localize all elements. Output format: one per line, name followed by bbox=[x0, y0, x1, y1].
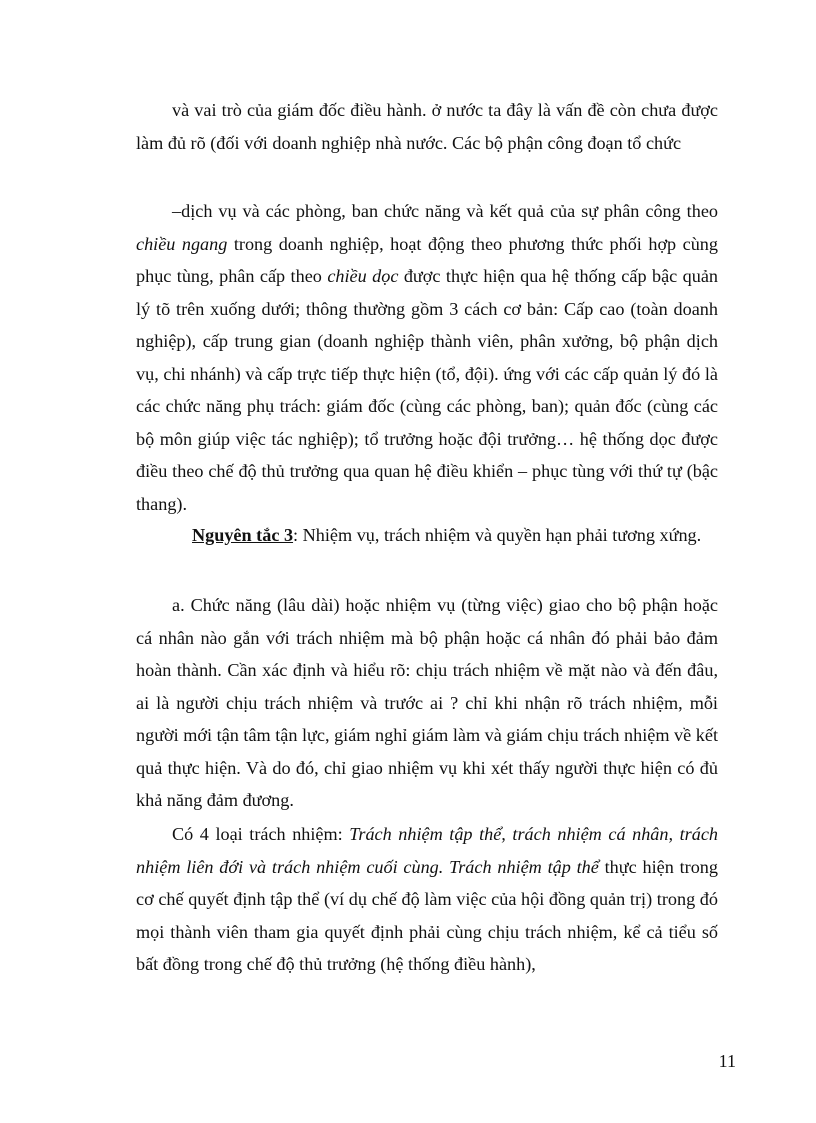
principle-heading: Nguyên tắc 3 bbox=[192, 525, 294, 545]
text-run: –dịch vụ và các phòng, ban chức năng và kết quả của sự phân công theo bbox=[172, 201, 718, 221]
paragraph-text: a. Chức năng (lâu dài) hoặc nhiệm vụ (từng việc) giao cho bộ phận hoặc cá nhân nào gắn với trách nhiệm mà bộ phận hoặc cá nhân đó phải bảo đảm hoàn thành. Cần xác định và hiểu rõ: chịu trách nhiệm về mặt nào và đến đâu, ai là người chịu trách nhiệm và trước ai ? chỉ khi nhận rõ trách nhiệm, mỗi người mới tận tâm tận lực, giám nghỉ giám làm và giám chịu trách nhiệm về kết quả thực hiện. Và do đó, chỉ giao nhiệm vụ khi xét thấy người thực hiện có đủ khả năng đảm đương. bbox=[136, 595, 718, 810]
text-run: được thực hiện qua hệ thống cấp bậc quản lý tõ trên xuống dưới; thông thường gồm 3 cách cơ bản: Cấp cao (toàn doanh nghiệp), cấp trung gian (doanh nghiệp thành viên, phân xưởng, bộ phận dịch vụ, chi nhánh) và cấp trực tiếp thực hiện (tổ, đội). ứng với các cấp quản lý đó là các chức năng phụ trách: giám đốc (cùng các phòng, ban); quản đốc (cùng các bộ môn giúp việc tác nghiệp); tổ trưởng hoặc đội trưởng… hệ thống dọc được điều theo chế độ thủ trưởng qua quan hệ điều khiển – phục tùng với thứ tự (bậc thang). bbox=[136, 266, 718, 514]
paragraph-text: và vai trò của giám đốc điều hành. ở nước ta đây là vấn đề còn chưa được làm đủ rõ (đối với doanh nghiệp nhà nước. Các bộ phận công đoạn tổ chức bbox=[136, 100, 718, 153]
emphasis-vertical: chiều dọc bbox=[327, 266, 399, 286]
emphasis-responsibility-types: Trách nhiệm tập thể, trách nhiệm cá nhân, trách nhiệm liên đới và trách nhiệm cuối cùng. Trách nhiệm tập thể bbox=[136, 824, 718, 877]
paragraph-director-role bbox=[136, 94, 718, 159]
text-run: thực hiện trong cơ chế quyết định tập thể (ví dụ chế độ làm việc của hội đồng quản trị) trong đó mọi thành viên tham gia quyết định phải cùng chịu trách nhiệm, kể cả tiểu số bất đồng trong chế độ thủ trưởng (hệ thống điều hành), bbox=[136, 856, 718, 974]
paragraph-responsibility-types bbox=[136, 818, 718, 981]
principle-3-paragraph bbox=[136, 519, 718, 552]
text-run: trong doanh nghiệp, hoạt động theo phương thức phối hợp cùng phục tùng, phân cấp theo bbox=[136, 233, 718, 286]
principle-text: : Nhiệm vụ, trách nhiệm và quyền hạn phải tương xứng. bbox=[293, 525, 702, 545]
text-run: Có 4 loại trách nhiệm: bbox=[172, 824, 350, 844]
paragraph-responsibility bbox=[136, 589, 718, 817]
emphasis-horizontal: chiều ngang bbox=[136, 233, 228, 254]
page-number: 11 bbox=[718, 1051, 736, 1071]
paragraph-horizontal-vertical bbox=[136, 195, 718, 520]
